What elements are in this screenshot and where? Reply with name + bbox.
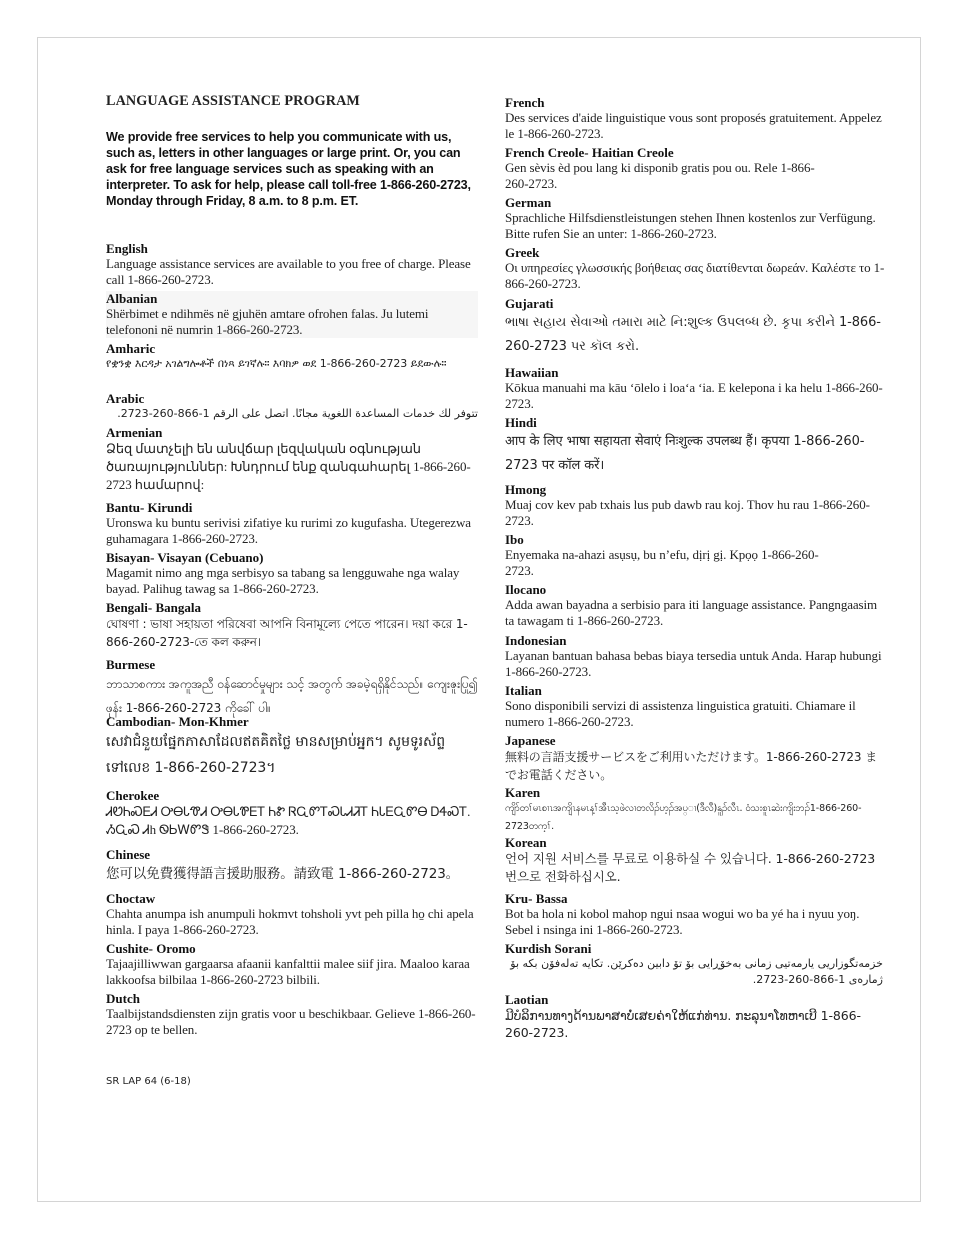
language-name: Amharic <box>106 341 156 356</box>
language-message: Magamit nimo ang mga serbisyo sa tabang sa lengguwahe nga walay bayad. Palihug tawag sa 1-866-260-2723. <box>106 565 460 596</box>
language-name: Cambodian- Mon-Khmer <box>106 714 249 729</box>
language-message: Ձեզ մատչելի են անվճար լեզվական օգնության ծառայություններ: Խնդրում ենք զանգահարել 1-866-260-2723 համարով: <box>106 441 471 492</box>
language-entry-kru-bassa <box>505 891 885 938</box>
language-message: Taalbijstandsdiensten zijn gratis voor u beschikbaar. Gelieve 1-866-260-2723 op te bellen. <box>106 1006 476 1037</box>
language-message: Language assistance services are available to you free of charge. Please call 1-866-260-2723. <box>106 256 471 287</box>
language-message: Adda awan bayadna a serbisio para iti language assistance. Pangngaasim ta tawagam ti 1-866-260-2723. <box>505 597 878 628</box>
language-entry-burmese <box>106 657 478 720</box>
language-name: French <box>505 95 545 110</box>
language-entry-hmong <box>505 482 885 529</box>
language-message: Chahta anumpa ish anumpuli hokmvt tohsholi yvt peh pilla ho̱ chi apela hinla. I paya 1-866-260-2723. <box>106 906 474 937</box>
language-message: Bot ba hola ni kobol mahop ngui nsaa wogui wo ba yé ha i nyuu yoŋ. Sebel i nsinga ini 1-866-260-2723. <box>505 906 860 937</box>
language-entry-dutch <box>106 991 478 1038</box>
language-message: تتوفر لك خدمات المساعدة اللغوية مجانًا. اتصل على الرقم 1-866-260-2723. <box>117 407 478 420</box>
language-name: Bisayan- Visayan (Cebuano) <box>106 550 264 565</box>
document-page <box>37 37 921 1202</box>
language-message: ঘোষণা : ভাষা সহায়তা পরিষেবা আপনি বিনামূল্যে পেতে পারেন। দয়া করে 1-866-260-2723-তে কল করুন। <box>106 617 468 649</box>
language-entry-hawaiian <box>505 365 885 412</box>
language-entry-laotian <box>505 992 885 1041</box>
language-message: Tajaajilliwwan gargaarsa afaanii kanfalttii malee siif jira. Maaloo karaa lakkoofsa bilbilaa 1-866-260-2723 bilbili. <box>106 956 470 987</box>
form-code-footer: SR LAP 64 (6-18) <box>106 1076 191 1087</box>
language-message: आप के लिए भाषा सहायता सेवाएं निःशुल्क उपलब्ध हैं। कृपया 1-866-260-2723 पर कॉल करें। <box>505 434 865 473</box>
language-message: خزمەتگوزاریی یارمەتیی زمانی بەخۆڕایی بۆ تۆ دابین دەکرێن. تکایە تەلەفۆن بکە بۆ ژمارەی 1-866-260-2723. <box>510 957 883 986</box>
language-message: Kōkua manuahi ma kāu ʻōlelo i loaʻa ʻia. E kelepona i ka helu 1-866-260-2723. <box>505 380 883 411</box>
language-name: Japanese <box>505 733 556 748</box>
language-entry-cherokee <box>106 788 478 839</box>
language-entry-haitian-creole <box>505 145 835 192</box>
language-name: Choctaw <box>106 891 156 906</box>
language-name: Bantu- Kirundi <box>106 500 193 515</box>
language-entry-japanese <box>505 733 885 784</box>
language-message: Des services d'aide linguistique vous sont proposés gratuitement. Appelez le 1-866-260-2723. <box>505 110 882 141</box>
language-entry-bengali <box>106 600 478 651</box>
language-message: የቋንቋ እርዳታ አገልግሎቶች በነጻ ይገኛሉ። እባክዎ ወደ 1-866-260-2723 ይደውሉ። <box>106 357 447 370</box>
language-message: ມີບໍລິການທາງດ້ານພາສາບໍ່ເສຍຄ່າໃຫ້ແກ່ທ່ານ. ກະລຸນາໂທຫາເບີ 1-866-260-2723. <box>505 1008 861 1040</box>
language-entry-kirundi <box>106 500 478 547</box>
language-entry-khmer <box>106 714 478 781</box>
language-name: Burmese <box>106 657 156 672</box>
language-name: Kurdish Sorani <box>505 941 592 956</box>
language-name: Korean <box>505 835 547 850</box>
language-name: Hawaiian <box>505 365 559 380</box>
language-name: Cherokee <box>106 788 160 803</box>
language-name: Ibo <box>505 532 524 547</box>
language-entry-kurdish-sorani <box>505 941 883 988</box>
language-entry-greek <box>505 245 885 292</box>
language-name: Arabic <box>106 391 145 406</box>
language-message: Sono disponibili servizi di assistenza linguistica gratuiti. Chiamare il numero 1-866-260-2723. <box>505 698 856 729</box>
language-message: ဘာသာစကား အကူအညီ ဝန်ဆောင်မှုများ သင့် အတွက် အခမဲ့ရရှိနိုင်သည်။ ကျေးဇူးပြု၍ ဖုန်း 1-866-260-2723 ကိုခေါ် ပါ။ <box>106 677 478 715</box>
language-name: Hindi <box>505 415 537 430</box>
language-name: German <box>505 195 552 210</box>
language-message: ᏗᏬᏂᏍᎬᏗ ᎤᎾᏓᏡᏗ ᎤᎾᏓᏈᎬᎢ ᏂᏑ ᏒᏩᏛᎢᏍᏓᏗᏘᎢ ᏂᏓᎬᏩᏛᎾ ᎠᏎᏍᎢ. ᏱᏩᏍ Ꮧh ᏫᏏᎳᏛᏕ 1-866-260-2723. <box>106 804 471 837</box>
language-entry-karen <box>505 785 885 836</box>
language-name: Indonesian <box>505 633 567 648</box>
language-message: ભાષા સહાય સેવાઓ તમારા માટે નિ:શુલ્ક ઉપલબ્ધ છે. કૃપા કરીને 1-866-260-2723 પર કૉલ કરો. <box>505 315 881 354</box>
language-name: Karen <box>505 785 541 800</box>
language-name: Cushite- Oromo <box>106 941 196 956</box>
language-name: Ilocano <box>505 582 547 597</box>
language-entry-armenian <box>106 425 478 494</box>
language-name: Laotian <box>505 992 549 1007</box>
language-message: 無料の言語支援サービスをご利用いただけます。1-866-260-2723 までお電話ください。 <box>505 750 878 782</box>
language-message: Gen sèvis èd pou lang ki disponib gratis pou ou. Rele 1-866-260-2723. <box>505 160 815 191</box>
language-message: 언어 지원 서비스를 무료로 이용하실 수 있습니다. 1-866-260-2723 번으로 전화하십시오. <box>505 851 876 884</box>
language-entry-choctaw <box>106 891 478 938</box>
language-entry-albanian <box>106 291 478 338</box>
language-message: Shërbimet e ndihmës në gjuhën amtare ofrohen falas. Ju lutemi telefononi në numrin 1-866-260-2723. <box>106 306 429 337</box>
language-entry-gujarati <box>505 296 885 359</box>
language-entry-cebuano <box>106 550 478 597</box>
language-name: Bengali- Bangala <box>106 600 201 615</box>
language-entry-ibo <box>505 532 845 579</box>
intro-paragraph: We provide free services to help you communicate with us, such as, letters in other languages or large print. Or, you can ask for free language services such as speaking with an interpreter. To ask for help, please call toll-free 1-866-260-2723, Monday through Friday, 8 a.m. to 8 p.m. ET. <box>106 130 471 208</box>
language-name: Albanian <box>106 291 158 306</box>
language-name: Greek <box>505 245 540 260</box>
language-message: 您可以免費獲得語言援助服務。請致電 1-866-260-2723。 <box>106 866 460 882</box>
language-entry-ilocano <box>505 582 885 629</box>
language-entry-hindi <box>505 415 885 478</box>
language-message: Οι υπηρεσίες γλωσσικής βοήθειας σας διατίθενται δωρεάν. Καλέστε το 1-866-260-2723. <box>505 260 885 291</box>
language-entry-italian <box>505 683 885 730</box>
language-message: Sprachliche Hilfsdienstleistungen stehen Ihnen kostenlos zur Verfügung. Bitte rufen Sie an unter: 1-866-260-2723. <box>505 210 876 241</box>
language-entry-korean <box>505 835 885 886</box>
language-name: Armenian <box>106 425 163 440</box>
language-name: Kru- Bassa <box>505 891 568 906</box>
language-entry-indonesian <box>505 633 885 680</box>
language-message: Layanan bantuan bahasa bebas biaya tersedia untuk Anda. Harap hubungi 1-866-260-2723. <box>505 648 882 679</box>
language-entry-german <box>505 195 885 242</box>
language-name: Hmong <box>505 482 547 497</box>
language-message: Uronswa ku buntu serivisi zifatiye ku rurimi zo kugufasha. Utegerezwa guhamagara 1-866-260-2723. <box>106 515 471 546</box>
language-name: Chinese <box>106 847 151 862</box>
language-entry-french <box>505 95 885 142</box>
language-entry-arabic <box>106 391 478 422</box>
language-name: English <box>106 241 148 256</box>
language-name: Dutch <box>106 991 140 1006</box>
language-name: Gujarati <box>505 296 554 311</box>
language-message: Muaj cov kev pab txhais lus pub dawb rau koj. Thov hu rau 1-866-260-2723. <box>505 497 870 528</box>
language-entry-english <box>106 241 478 288</box>
language-message: សេវាជំនួយផ្នែកភាសាដែលឥតគិតថ្លៃ មានសម្រាប់អ្នក។ សូមទូរស័ព្ទទៅលេខ 1-866-260-2723។ <box>106 734 446 776</box>
language-entry-oromo <box>106 941 478 988</box>
document-title: LANGUAGE ASSISTANCE PROGRAM <box>106 93 360 109</box>
language-entry-chinese <box>106 847 478 886</box>
language-message: ကျိာ်တၢ်မၤစၢၤအကျိၤနမၤန့ၢ်အီၤသ့ဖဲလၢတလိၣ်ဟ့ၣ်အပ္ၢ(ဒီလီ)နူၣ်လီၤ. ဝံသးစူၤဆဲးကျိးဘၣ်1-866-260-2723တက့ၢ်. <box>505 803 862 832</box>
language-name: Italian <box>505 683 542 698</box>
language-message: Enyemaka na-ahazi asụsụ, bu n’efu, dịrị gị. Kpọọ 1-866-260-2723. <box>505 547 819 578</box>
language-name: French Creole- Haitian Creole <box>505 145 674 160</box>
language-entry-amharic <box>106 341 478 372</box>
